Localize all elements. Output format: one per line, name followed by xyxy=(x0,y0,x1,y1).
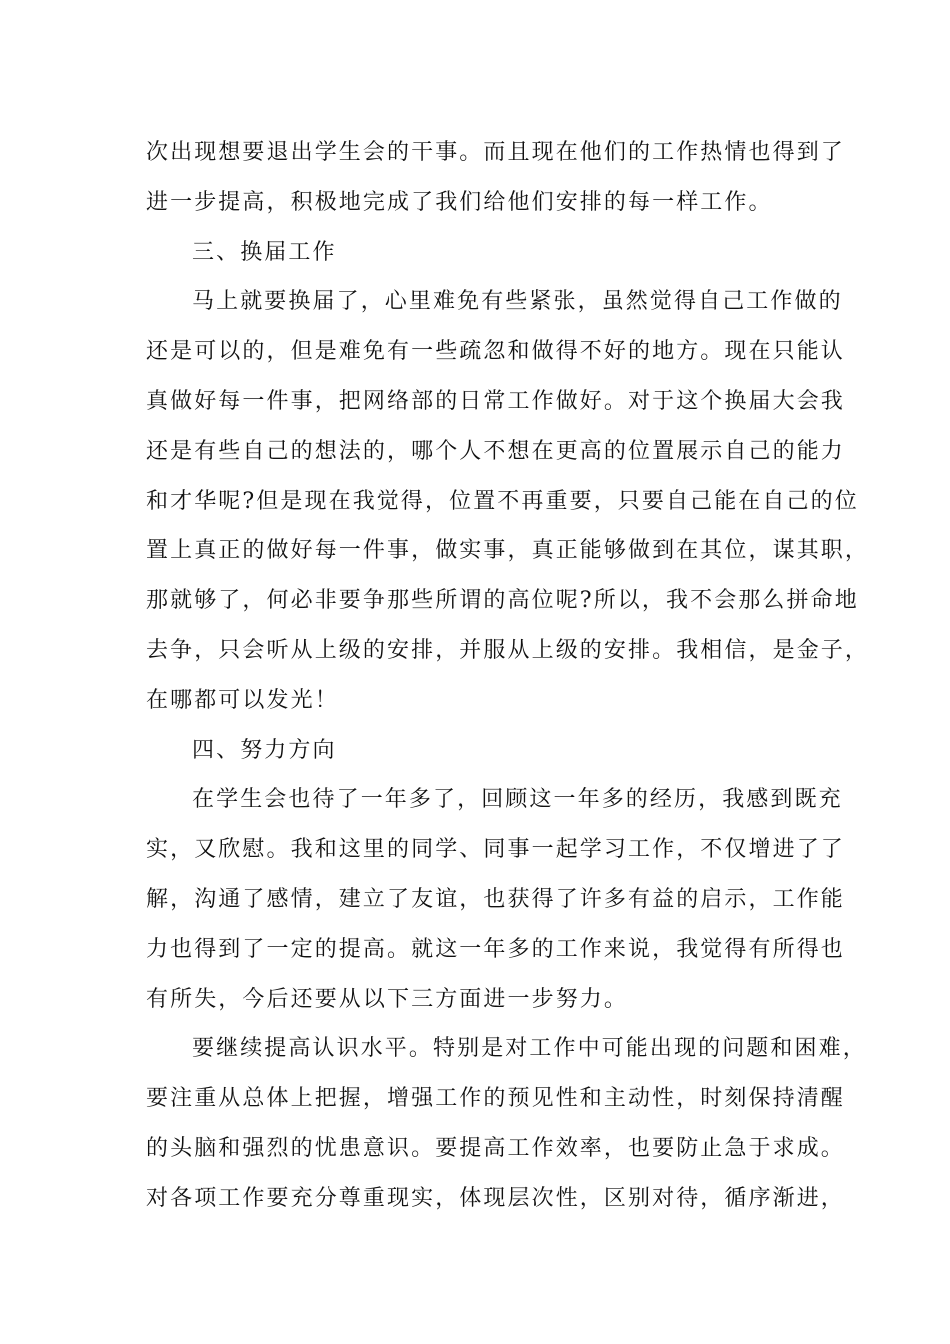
text-line: 在哪都可以发光！ xyxy=(146,687,339,713)
text-line: 实，又欣慰。我和这里的同学、同事一起学习工作，不仅增进了了 xyxy=(146,837,845,863)
section-heading: 三、换届工作 xyxy=(192,239,337,265)
text-line: 和才华呢?但是现在我觉得，位置不再重要，只要自己能在自己的位 xyxy=(146,488,859,514)
text-line: 置上真正的做好每一件事，做实事，真正能够做到在其位，谋其职， xyxy=(146,538,870,564)
text-line: 还是有些自己的想法的，哪个人不想在更高的位置展示自己的能力 xyxy=(146,438,845,464)
text-line: 在学生会也待了一年多了，回顾这一年多的经历，我感到既充 xyxy=(192,787,843,813)
text-line: 解，沟通了感情，建立了友谊，也获得了许多有益的启示，工作能 xyxy=(146,886,845,912)
text-line: 还是可以的，但是难免有一些疏忽和做得不好的地方。现在只能认 xyxy=(146,339,845,365)
text-line: 要继续提高认识水平。特别是对工作中可能出现的问题和困难， xyxy=(192,1036,867,1062)
text-line: 的头脑和强烈的忧患意识。要提高工作效率，也要防止急于求成。 xyxy=(146,1135,845,1161)
document-body xyxy=(146,134,870,1230)
section-heading: 四、努力方向 xyxy=(192,737,337,763)
text-line: 次出现想要退出学生会的干事。而且现在他们的工作热情也得到了 xyxy=(146,140,845,165)
text-line: 马上就要换届了，心里难免有些紧张，虽然觉得自己工作做的 xyxy=(192,289,843,315)
text-line: 去争，只会听从上级的安排，并服从上级的安排。我相信，是金子， xyxy=(146,637,870,663)
text-line: 真做好每一件事，把网络部的日常工作做好。对于这个换届大会我 xyxy=(146,388,845,414)
text-line: 那就够了，何必非要争那些所谓的高位呢?所以，我不会那么拼命地 xyxy=(146,588,859,614)
text-line: 进一步提高，积极地完成了我们给他们安排的每一样工作。 xyxy=(146,189,773,215)
text-line: 要注重从总体上把握，增强工作的预见性和主动性，时刻保持清醒 xyxy=(146,1086,845,1112)
text-line: 对各项工作要充分尊重现实，体现层次性，区别对待，循序渐进， xyxy=(146,1185,845,1211)
text-line: 有所失，今后还要从以下三方面进一步努力。 xyxy=(146,986,629,1012)
text-line: 力也得到了一定的提高。就这一年多的工作来说，我觉得有所得也 xyxy=(146,936,845,962)
